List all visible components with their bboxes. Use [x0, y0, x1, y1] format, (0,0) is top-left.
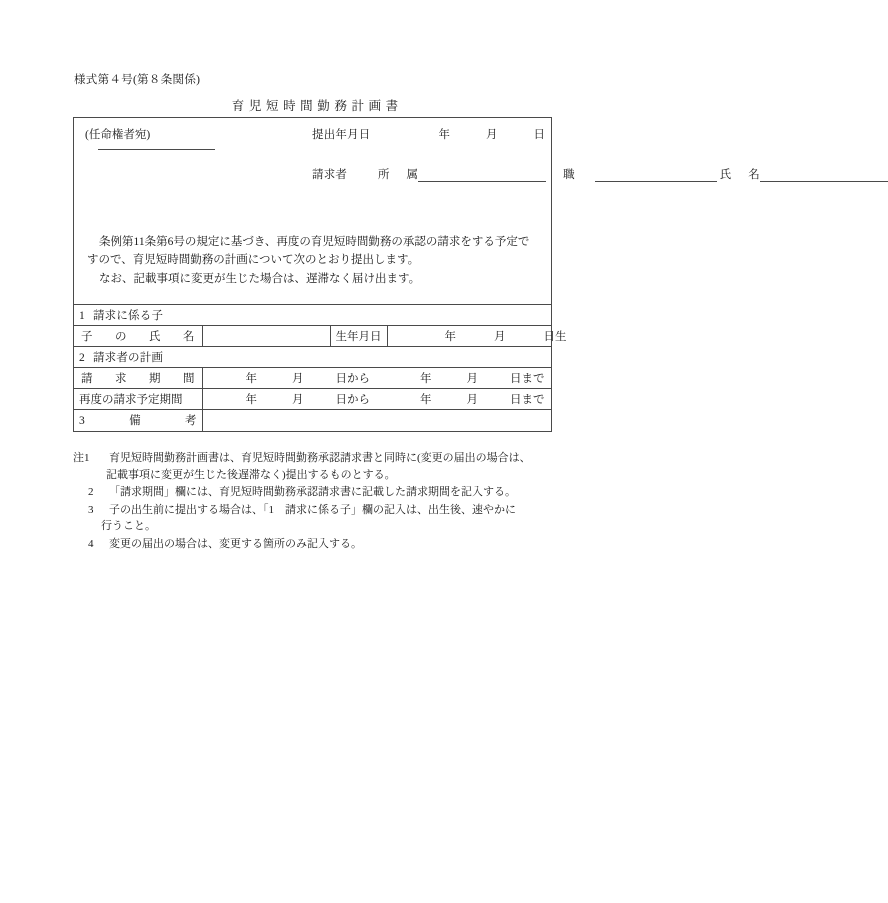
- note-3-line-2: 行うこと。: [101, 520, 156, 532]
- table-row-section1: [74, 305, 551, 326]
- table-row-section2: [74, 347, 551, 368]
- requester-fields: [378, 166, 888, 182]
- section2-number: 2: [79, 352, 85, 364]
- renewal-from-year: 年: [245, 394, 257, 406]
- note-1-line-1: 育児短時間勤務計画書は、育児短時間勤務承認請求書と同時に(変更の届出の場合は、: [109, 452, 531, 464]
- note-item-4: [73, 536, 573, 553]
- request-period-value-cell[interactable]: [202, 368, 551, 389]
- section3-title: 備考: [84, 415, 197, 428]
- request-to-year: 年: [420, 373, 432, 385]
- note-3-line-1: 子の出生前に提出する場合は、「1 請求に係る子」欄の記入は、出生後、速やかに: [109, 503, 516, 516]
- name-input-line[interactable]: [760, 168, 888, 182]
- notes-label: 注: [73, 452, 84, 464]
- note-item-2: [73, 484, 573, 501]
- note-1-first-line: [73, 450, 573, 467]
- birth-date-label-cell: [330, 326, 387, 347]
- affiliation-input-line[interactable]: [418, 168, 546, 182]
- note-1-marker: [73, 450, 109, 467]
- child-name-label: 子の氏名: [81, 331, 195, 343]
- affiliation-label: 所属: [378, 169, 418, 181]
- renewal-to-month: 月: [466, 394, 478, 406]
- submission-year-unit: 年: [438, 129, 450, 141]
- birth-year-unit: 年: [444, 331, 456, 343]
- submission-date-label: 提出年月日: [312, 129, 371, 141]
- note-item-1: [73, 450, 573, 483]
- birth-day-unit: 日生: [543, 331, 567, 343]
- note-item-3: [73, 502, 573, 535]
- requester-name-row: [719, 166, 888, 181]
- request-to-month: 月: [466, 373, 478, 385]
- renewal-to-year: 年: [420, 394, 432, 406]
- requester-label: 請求者: [312, 169, 348, 181]
- request-from-year: 年: [245, 373, 257, 385]
- request-period-label-cell: [74, 368, 202, 389]
- renewal-from-month: 月: [292, 394, 304, 406]
- request-period-units: [208, 370, 547, 386]
- section2-header-cell: [74, 347, 551, 368]
- birth-month-unit: 月: [494, 331, 506, 343]
- remarks-value-cell[interactable]: [202, 410, 551, 431]
- renewal-from-day: 日から: [335, 394, 370, 406]
- section1-number: 1: [79, 310, 85, 322]
- table-row-renewal-period: [74, 389, 551, 410]
- addressee-write-line[interactable]: [98, 149, 215, 150]
- requester-affiliation-row: [378, 166, 549, 181]
- document-title: 育児短時間勤務計画書: [231, 99, 403, 113]
- form-table: [74, 304, 567, 431]
- submission-month-unit: 月: [486, 129, 498, 141]
- position-input-line[interactable]: [595, 168, 717, 182]
- table-row-child-name: [74, 326, 551, 347]
- name-label: 氏名: [719, 169, 760, 181]
- renewal-to-day: 日まで: [510, 394, 545, 406]
- birth-date-value-cell[interactable]: [387, 326, 567, 347]
- request-from-day: 日から: [335, 373, 370, 385]
- submission-day-unit: 日: [533, 129, 545, 141]
- note-1-number: 1: [84, 452, 90, 464]
- note-1-line-2: 記載事項に変更が生じた後遅滞なく)提出するものとする。: [106, 468, 396, 481]
- request-from-month: 月: [292, 373, 304, 385]
- form-outer-box: [73, 117, 760, 432]
- section2-title: 請求者の計画: [92, 352, 164, 364]
- table-row-remarks: [74, 410, 551, 431]
- section1-header-cell: [74, 305, 551, 326]
- position-label: 職: [563, 169, 575, 181]
- note-2-marker: 2: [88, 486, 94, 498]
- submission-date-row: [312, 126, 545, 142]
- requester-position-row: [549, 166, 720, 181]
- notes-section: [73, 450, 573, 553]
- renewal-period-value-cell[interactable]: [202, 389, 551, 410]
- note-3-first-line: [73, 502, 573, 519]
- request-to-day: 日まで: [510, 373, 545, 385]
- addressee-label: (任命権者宛): [85, 129, 151, 141]
- body-text: [87, 234, 539, 289]
- body-paragraph-2: なお、記載事項に変更が生じた場合は、遅滞なく届け出ます。: [99, 273, 421, 285]
- child-name-value-cell[interactable]: [202, 326, 330, 347]
- note-2-first-line: [73, 484, 573, 501]
- section3-number: 3: [79, 415, 85, 428]
- body-paragraph-1: 条例第11条第6号の規定に基づき、再度の育児短時間勤務の承認の請求をする予定ですので、育児短時間勤務の計画について次のとおり提出します。: [87, 236, 530, 266]
- note-4-marker: 4: [88, 537, 94, 550]
- request-period-label: 請求期間: [81, 373, 195, 385]
- note-4-line-1: 変更の届出の場合は、変更する箇所のみ記入する。: [109, 537, 362, 550]
- form-number: 様式第４号(第８条関係): [74, 74, 201, 86]
- table-row-request-period: [74, 368, 551, 389]
- note-4-first-line: [73, 536, 573, 553]
- renewal-period-label-cell: [74, 389, 202, 410]
- remarks-label-cell: [74, 410, 202, 431]
- form-header-area: [74, 118, 760, 304]
- birth-date-label: 生年月日: [335, 331, 382, 343]
- renewal-period-units: [208, 391, 547, 407]
- renewal-period-label: 再度の請求予定期間: [79, 394, 183, 406]
- child-name-label-cell: [74, 326, 202, 347]
- note-2-line-1: 「請求期間」欄には、育児短時間勤務承認請求書に記載した請求期間を記入する。: [109, 486, 516, 498]
- remarks-label-wrap: [79, 412, 197, 428]
- note-3-marker: 3: [88, 503, 94, 516]
- section1-title: 請求に係る子: [92, 310, 164, 322]
- birth-date-units: [393, 328, 567, 344]
